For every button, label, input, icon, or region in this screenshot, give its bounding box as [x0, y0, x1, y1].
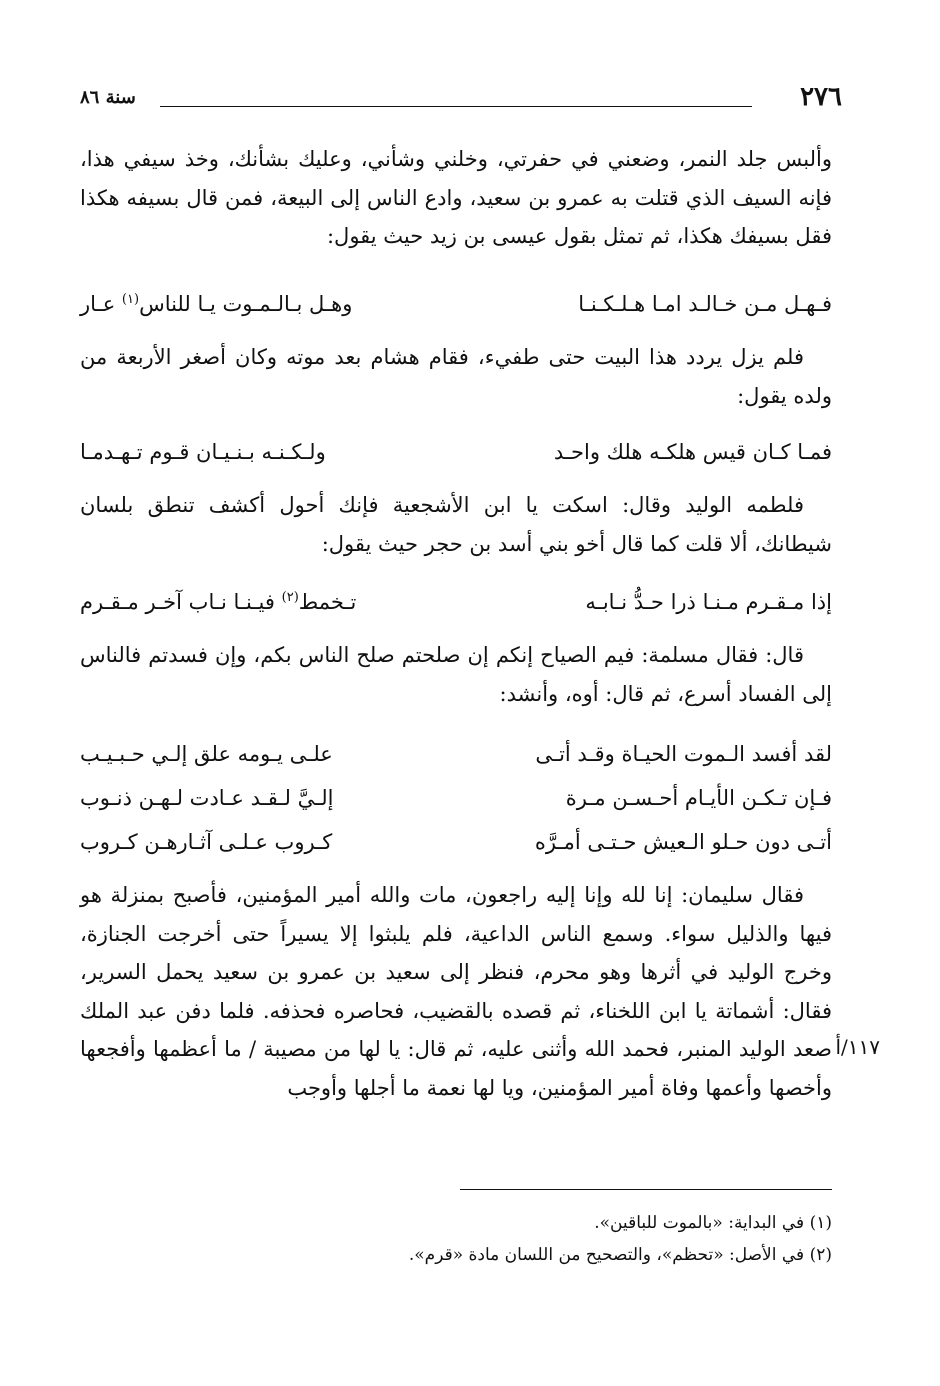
verse-1-second-end: عـار: [80, 292, 116, 316]
verse-6-second-hemistich: كـروب عـلـى آثـارهـن كـروب: [80, 830, 333, 854]
folio-marker: ١١٧/أ: [835, 1035, 880, 1059]
footnote-ref-2: (٢): [281, 590, 299, 605]
verse-5: [80, 778, 832, 818]
verse-3: [80, 582, 832, 622]
footnote-2: (٢) في الأصل: «تحظم»، والتصحيح من اللسان مادة «قرم».: [408, 1245, 832, 1265]
verse-3-second-start: تـخمط: [298, 590, 357, 614]
verse-4-first-hemistich: لقد أفسد الـموت الحيـاة وقـد أتـى: [535, 742, 832, 766]
verse-1-second-text: وهـل بـالـمـوت يـا للناس: [139, 292, 353, 316]
verse-5-second-hemistich: إلـيَّ لـقـد عـادت لـهـن ذنـوب: [80, 786, 334, 810]
running-title: سنة ٨٦: [80, 87, 136, 108]
verse-4: [80, 734, 832, 774]
paragraph-1: وألبس جلد النمر، وضعني في حفرتي، وخلني وشأني، وعليك بشأنك، وخذ سيفي هذا، فإنه السيف الذي قتلت به عمرو بن سعيد، وادع الناس إلى البيعة، فمن قال بسيفه هكذا فقل بسيفك هكذا، ثم تمثل بقول عيسى بن زيد حيث يقول:: [80, 147, 832, 248]
verse-5-first-hemistich: فـإن تـكـن الأيـام أحـسـن مـرة: [565, 786, 832, 810]
verse-6-first-hemistich: أتـى دون حـلو الـعيش حـتـى أمـرَّه: [534, 830, 832, 854]
verse-2: [80, 432, 832, 472]
footnote-1: (١) في البداية: «بالموت للباقين».: [594, 1213, 832, 1233]
verse-2-second-hemistich: ولـكـنـه بـنـيـان قـوم تـهـدمـا: [80, 440, 326, 464]
verse-1: [80, 284, 832, 324]
paragraph-2: فلم يزل يردد هذا البيت حتى طفيء، فقام هشام بعد موته وكان أصغر الأربعة من ولده يقول:: [80, 345, 832, 408]
header-rule: [160, 106, 752, 107]
verse-1-first-hemistich: فـهـل مـن خـالـد امـا هـلـكـنـا: [578, 292, 832, 316]
verse-2-first-hemistich: فمـا كـان قيس هلكـه هلك واحـد: [553, 440, 832, 464]
footnote-ref-1: (١): [121, 292, 140, 307]
verse-3-second-hemistich: [80, 582, 450, 622]
verse-3-first-hemistich: إذا مـقـرم مـنـا ذرا حـدُّ نـابـه: [585, 590, 832, 614]
verse-6: [80, 822, 832, 862]
paragraph-4: قال: فقال مسلمة: فيم الصياح إنكم إن صلحتم صلح الناس بكم، وإن فسدتم فالناس إلى الفساد أسرع، ثم قال: أوه، وأنشد:: [80, 643, 832, 706]
paragraph-5: فقال سليمان: إنا لله وإنا إليه راجعون، مات والله أمير المؤمنين، فأصبح بمنزلة هو فيها والذليل سواء. وسمع الناس الداعية، فلم يلبثوا إلا يسيراً حتى أخرجت الجنازة، وخرج الوليد في أثرها وهو محرم، فنظر إلى سعيد بن عمرو بن سعيد يحمل السرير، فقال: أشماتة يا ابن اللخناء، ثم قصده بالقضيب، فحاصره فحذفه. فلما دفن عبد الملك صعد الوليد المنبر، فحمد الله وأثنى عليه، ثم قال: يا لها من مصيبة / ما أعظمها وأفجعها وأخصها وأعمها وفاة أمير المؤمنين، ويا لها نعمة ما أجلها وأوجب: [80, 883, 832, 1100]
verse-3-second-text: فيـنـا نـاب آخـر مـقـرم: [80, 590, 275, 614]
footnote-rule: [460, 1189, 832, 1190]
verse-4-second-hemistich: علـى يـومه علق إلـي حـبـيـب: [80, 742, 333, 766]
page-header: [80, 82, 842, 122]
verse-1-second-hemistich: [80, 284, 450, 324]
paragraph-3: فلطمه الوليد وقال: اسكت يا ابن الأشجعية فإنك أحول أكشف تنطق بلسان شيطانك، ألا قلت كما قال أخو بني أسد بن حجر حيث يقول:: [80, 493, 832, 556]
page-number: ٢٧٦: [800, 82, 842, 112]
